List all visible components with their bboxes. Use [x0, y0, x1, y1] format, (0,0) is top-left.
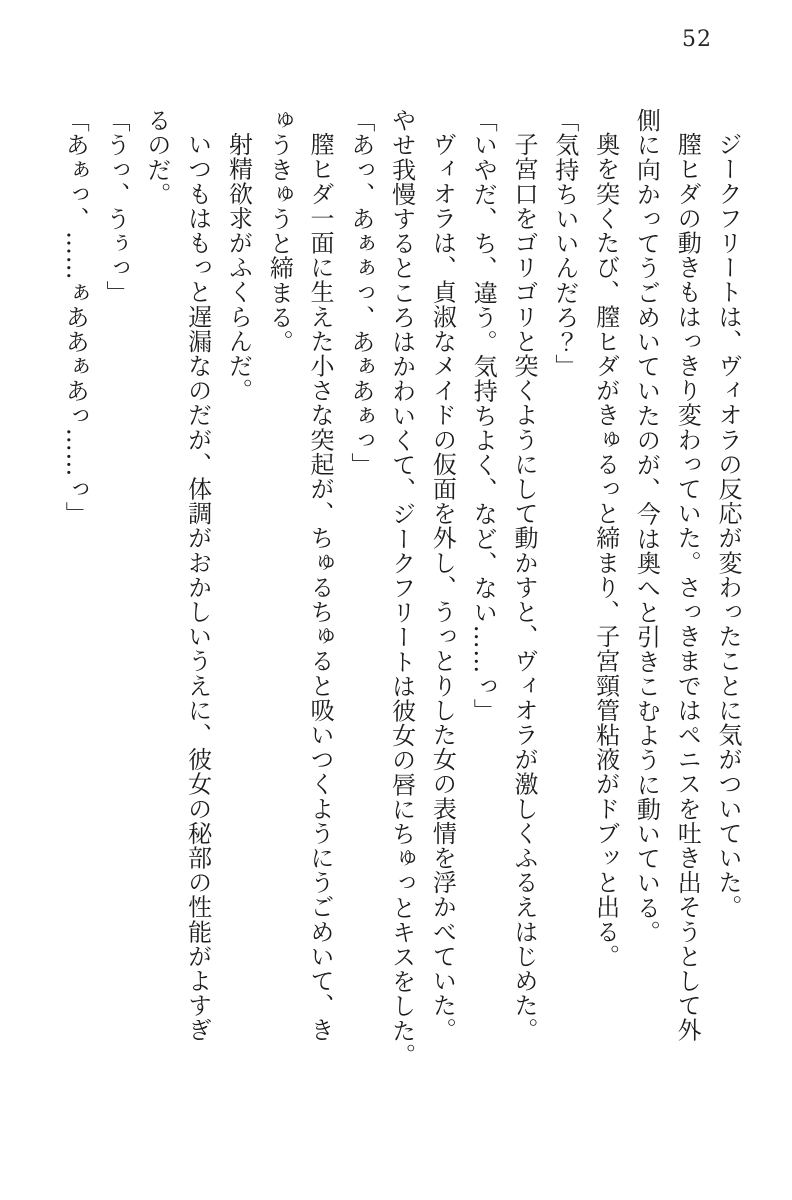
text-line: ヴィオラは、貞淑なメイドの仮面を外し、うっとりした女の表情を浮かべていた。 — [428, 132, 457, 1043]
text-line: 射精欲求がふくらんだ。 — [224, 132, 253, 403]
text-line: 子宮口をゴリゴリと突くようにして動かすと、ヴィオラが激しくふるえはじめた。 — [510, 132, 539, 1043]
text-line: るのだ。 — [142, 108, 171, 207]
text-line: 「いやだ、ち、違う。気持ちよく、など、ない……っ」 — [469, 108, 498, 723]
page-number: 52 — [682, 27, 712, 52]
text-line: ゅうきゅうと締まる。 — [265, 108, 294, 354]
text-line: 側に向かってうごめいていたのが、今は奥へと引きこむように動いている。 — [632, 108, 661, 945]
text-line: 膣ヒダ一面に生えた小さな突起が、ちゅるちゅると吸いつくようにうごめいて、き — [306, 132, 335, 1043]
text-line: 膣ヒダの動きもはっきり変わっていた。さっきまではペニスを吐き出そうとして外 — [673, 132, 702, 1043]
text-block — [54, 108, 748, 1076]
text-line: 「あぁっ、……ぁああぁあっ……っ」 — [61, 108, 90, 527]
text-line: ジークフリートは、ヴィオラの反応が変わったことに気がついていた。 — [714, 132, 742, 920]
text-line: 「あっ、あぁぁっ、あぁあぁっ」 — [346, 108, 375, 477]
text-line: 「気持ちいいんだろ？」 — [550, 108, 579, 379]
text-line: やせ我慢するところはかわいくて、ジークフリートは彼女の唇にちゅっとキスをした。 — [387, 108, 416, 1068]
text-line: 「うっ、うぅっ」 — [102, 108, 131, 305]
text-line: いつもはもっと遅漏なのだが、体調がおかしいうえに、彼女の秘部の性能がよすぎ — [183, 132, 212, 1043]
text-line: 奥を突くたび、膣ヒダがきゅるっと締まり、子宮頸管粘液がドブッと出る。 — [591, 132, 620, 969]
